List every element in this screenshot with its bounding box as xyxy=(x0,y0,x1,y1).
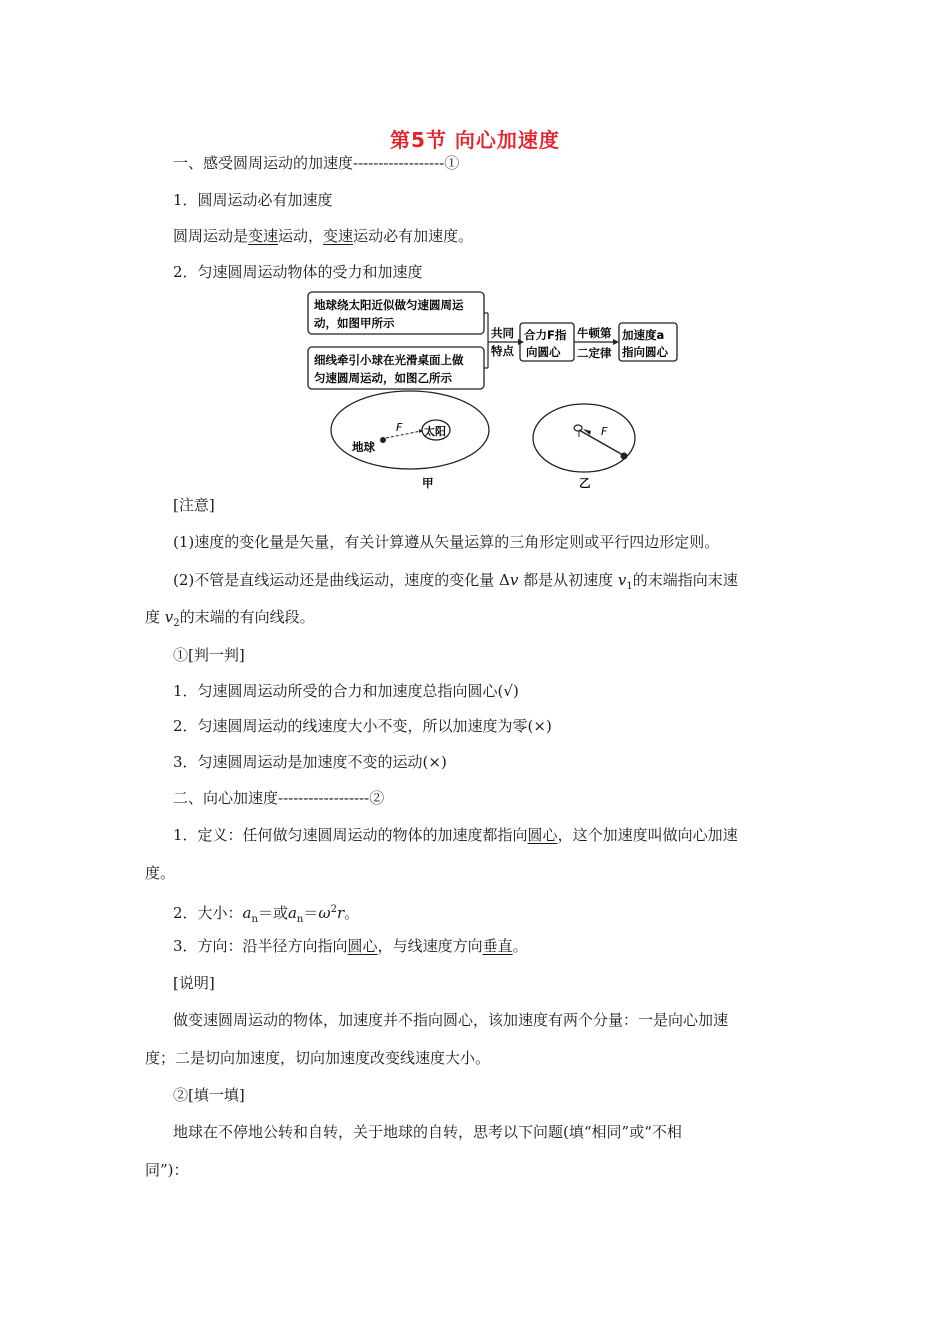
earth-label: 地球 xyxy=(352,440,375,454)
box3-line1: 合力F指 xyxy=(524,328,567,342)
earth-orbit xyxy=(331,391,489,469)
box4-line1: 加速度a xyxy=(622,328,665,342)
box1-line1: 地球绕太阳近似做匀速圆周运 xyxy=(314,298,464,312)
note-p2: (2)不管是直线运动还是曲线运动，速度的变化量 Δv 都是从初速度 $v_1$的末端指向末速 xyxy=(173,571,738,592)
definition-text-cont: 度。 xyxy=(145,864,176,882)
section1-heading: 一、感受圆周运动的加速度------------------① xyxy=(173,154,460,172)
force-label-left: F xyxy=(396,421,403,434)
item1-title: 1．圆周运动必有加速度 xyxy=(173,191,333,209)
force-acceleration-diagram xyxy=(300,290,710,500)
judge-heading: ①[判一判] xyxy=(173,646,245,664)
label-newton-2: 二定律 xyxy=(577,346,612,360)
box2-line1: 细线牵引小球在光滑桌面上做 xyxy=(314,353,464,367)
label-newton-1: 牛顿第 xyxy=(577,326,612,340)
explain-p2: 度；二是切向加速度，切向加速度改变线速度大小。 xyxy=(145,1049,491,1067)
sun-label: 太阳 xyxy=(424,425,446,438)
definition-text: 1．定义：任何做匀速圆周运动的物体的加速度都指向圆心，这个加速度叫做向心加速 xyxy=(173,826,738,844)
judge-item-2: 2．匀速圆周运动的线速度大小不变，所以加速度为零(×) xyxy=(173,717,552,735)
ball-orbit xyxy=(533,404,635,472)
judge-item-3: 3．匀速圆周运动是加速度不变的运动(×) xyxy=(173,753,447,771)
explain-heading: [说明] xyxy=(173,974,215,992)
ball-dot xyxy=(621,453,628,460)
box4-line2: 指向圆心 xyxy=(622,345,668,359)
label-common-2: 特点 xyxy=(491,344,514,358)
item1-text: 圆周运动是变速运动，变速运动必有加速度。 xyxy=(173,227,474,245)
note-p1: (1)速度的变化量是矢量，有关计算遵从矢量运算的三角形定则或平行四边形定则。 xyxy=(173,533,720,551)
force-label-right: F xyxy=(601,425,608,438)
caption-right: 乙 xyxy=(579,476,591,490)
caption-left: 甲 xyxy=(422,476,434,490)
judge-item-1: 1．匀速圆周运动所受的合力和加速度总指向圆心(√) xyxy=(173,682,519,700)
fill-p2: 同”)： xyxy=(145,1161,189,1179)
label-common-1: 共同 xyxy=(491,326,514,340)
item2-title: 2．匀速圆周运动物体的受力和加速度 xyxy=(173,263,423,281)
section2-heading: 二、向心加速度------------------② xyxy=(173,789,385,807)
box2-line2: 匀速圆周运动，如图乙所示 xyxy=(314,371,452,385)
page-title: 第5节 向心加速度 xyxy=(390,128,560,152)
box1-line2: 动，如图甲所示 xyxy=(314,316,395,330)
earth-dot xyxy=(380,437,386,443)
pin xyxy=(574,425,582,431)
fill-p1: 地球在不停地公转和自转，关于地球的自转，思考以下问题(填“相同”或“不相 xyxy=(173,1123,682,1141)
note-heading: [注意] xyxy=(173,496,215,514)
magnitude-text: 2．大小：$a_n=$或$a_n=\omega^2r$。 xyxy=(173,904,360,925)
box3-line2: 向圆心 xyxy=(526,345,561,359)
fill-heading: ②[填一填] xyxy=(173,1086,245,1104)
note-p2-cont: 度 $v_2$的末端的有向线段。 xyxy=(145,608,315,629)
direction-text: 3．方向：沿半径方向指向圆心，与线速度方向垂直。 xyxy=(173,937,528,955)
explain-p1: 做变速圆周运动的物体，加速度并不指向圆心，该加速度有两个分量：一是向心加速 xyxy=(173,1011,729,1029)
